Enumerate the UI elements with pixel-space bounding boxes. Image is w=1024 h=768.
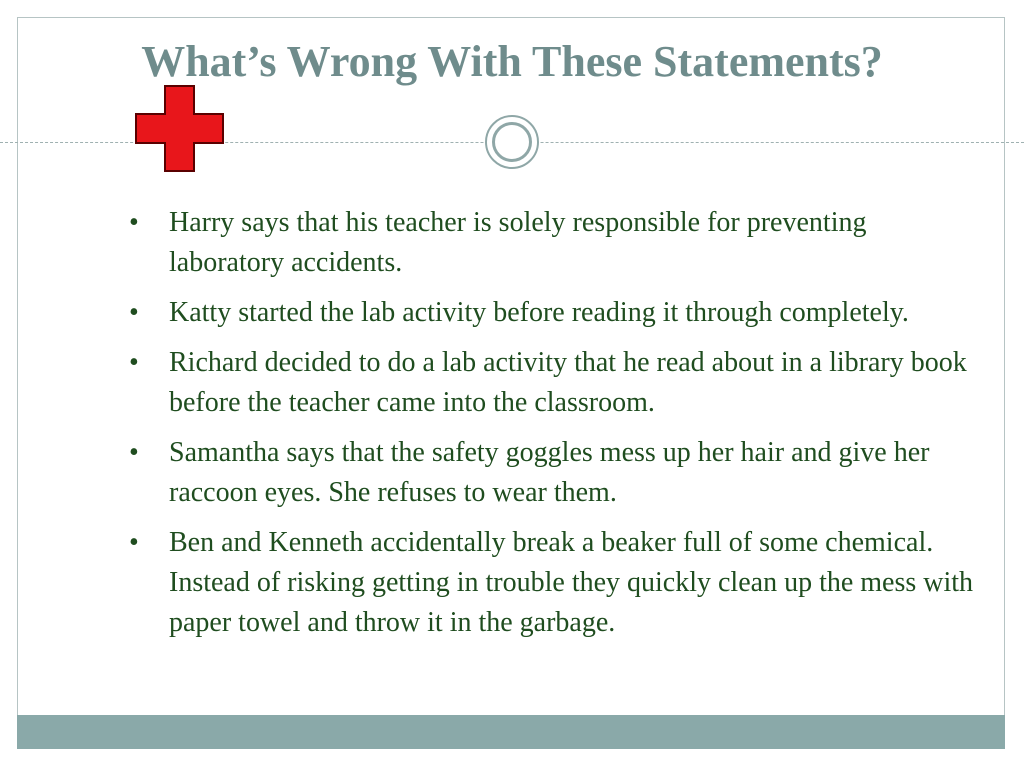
bottom-accent-bar bbox=[17, 715, 1005, 749]
bullet-icon: • bbox=[129, 527, 139, 558]
ring-inner bbox=[492, 122, 532, 162]
statement-text: Katty started the lab activity before reading it through completely. bbox=[169, 297, 909, 328]
list-item bbox=[125, 343, 975, 423]
statement-text: Richard decided to do a lab activity that he read about in a library book before the teacher came into the classroom. bbox=[169, 347, 967, 418]
ring-ornament-icon bbox=[485, 115, 539, 169]
list-item bbox=[125, 523, 975, 643]
bullet-icon: • bbox=[129, 347, 139, 378]
cross-shape bbox=[136, 86, 223, 171]
bullet-icon: • bbox=[129, 207, 139, 238]
list-item bbox=[125, 293, 975, 333]
statement-text: Ben and Kenneth accidentally break a beaker full of some chemical. Instead of risking getting in trouble they quickly clean up the mess with paper towel and throw it in the garbage. bbox=[169, 527, 974, 638]
bullet-icon: • bbox=[129, 437, 139, 468]
red-cross-icon bbox=[135, 85, 224, 172]
slide-title: What’s Wrong With These Statements? bbox=[141, 37, 883, 86]
statement-text: Harry says that his teacher is solely responsible for preventing laboratory accidents. bbox=[169, 207, 867, 278]
list-item bbox=[125, 433, 975, 513]
list-item bbox=[125, 203, 975, 283]
statement-text: Samantha says that the safety goggles mess up her hair and give her raccoon eyes. She refuses to wear them. bbox=[169, 437, 930, 508]
bullet-icon: • bbox=[129, 297, 139, 328]
statement-list bbox=[125, 203, 975, 653]
